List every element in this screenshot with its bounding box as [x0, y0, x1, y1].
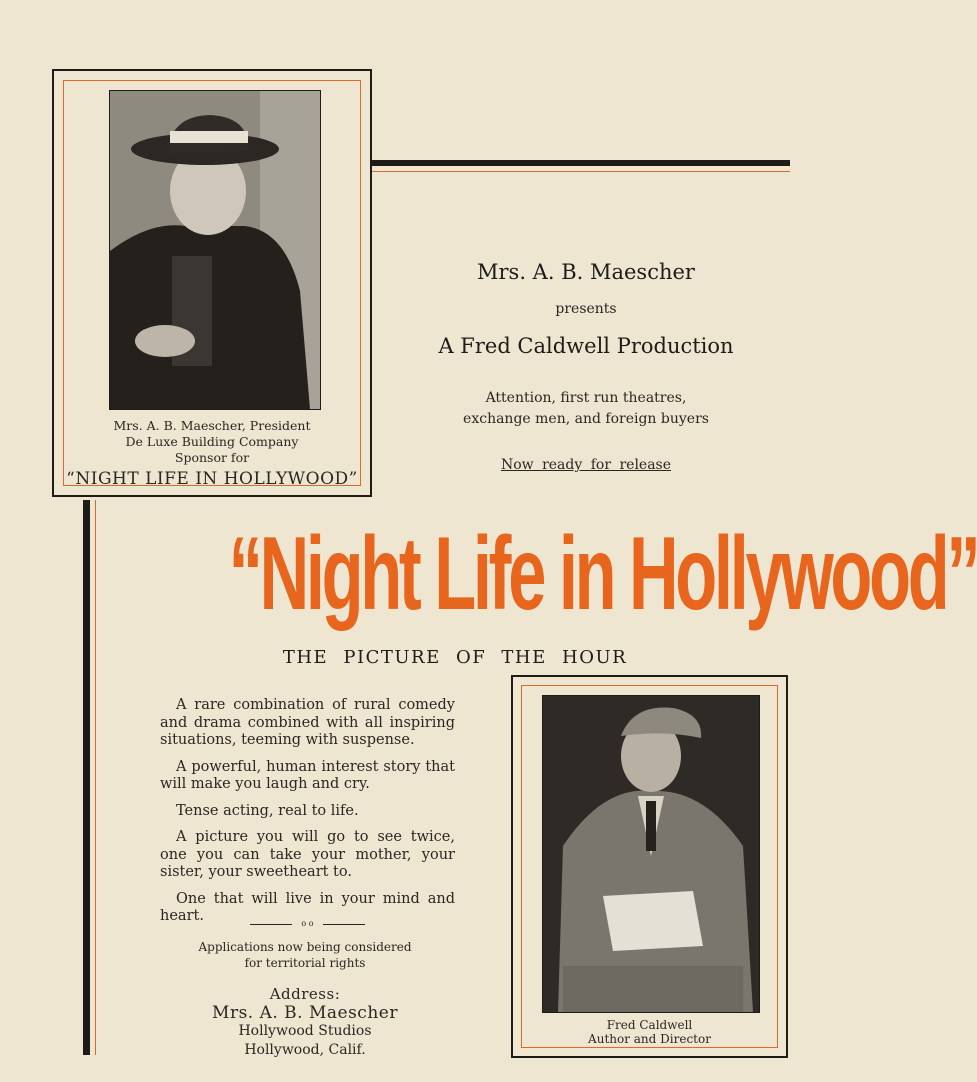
- production-credit: A Fred Caldwell Production: [438, 334, 734, 358]
- body-paragraph: A powerful, human interest story that will make you laugh and cry.: [160, 758, 455, 792]
- sponsor-caption-film-title: “NIGHT LIFE IN HOLLYWOOD”: [66, 469, 358, 489]
- body-paragraph: Tense acting, real to life.: [176, 802, 359, 819]
- body-paragraph: One that will live in your mind and heart.: [160, 890, 455, 924]
- applications-notice: [180, 939, 430, 971]
- address-line: Hollywood Studios: [238, 1023, 372, 1039]
- director-caption-line: Author and Director: [588, 1032, 711, 1046]
- presenter-name: Mrs. A. B. Maescher: [477, 260, 695, 284]
- address-label: Address:: [269, 985, 341, 1003]
- address-line: Hollywood, Calif.: [244, 1042, 366, 1058]
- sponsor-caption: [52, 418, 372, 490]
- vertical-accent-rule: [95, 500, 96, 1055]
- address-name: Mrs. A. B. Maescher: [212, 1003, 398, 1023]
- attention-line: exchange men, and foreign buyers: [463, 411, 709, 427]
- body-copy: [160, 697, 455, 935]
- sponsor-photo-art: [110, 91, 320, 409]
- divider-dots: o o: [301, 919, 314, 928]
- director-caption-line: Fred Caldwell: [606, 1018, 693, 1032]
- attention-notice: [372, 388, 800, 430]
- sponsor-caption-line: Sponsor for: [174, 450, 250, 465]
- sponsor-photo: [109, 90, 321, 410]
- director-photo-art: [543, 696, 759, 1012]
- release-notice: Now ready for release: [500, 457, 672, 473]
- sponsor-caption-line: Mrs. A. B. Maescher, President: [113, 418, 311, 433]
- body-paragraph: A rare combination of rural comedy and drama combined with all inspiring situations, teeming with suspense.: [160, 697, 455, 748]
- heavy-rule: [372, 160, 790, 166]
- accent-rule: [372, 171, 790, 172]
- subtitle: THE PICTURE OF THE HOUR: [282, 647, 628, 668]
- director-caption: [511, 1018, 788, 1046]
- body-paragraph: A picture you will go to see twice, one you can take your mother, your sister, your sweetheart to.: [160, 829, 455, 880]
- vertical-heavy-rule: [83, 500, 90, 1055]
- ornamental-divider: [250, 918, 365, 930]
- applications-line: Applications now being considered: [198, 940, 412, 954]
- applications-line: for territorial rights: [244, 956, 366, 970]
- attention-line: Attention, first run theatres,: [485, 390, 687, 406]
- presents-label: presents: [555, 301, 617, 317]
- movie-title: “Night Life in Hollywood”: [228, 516, 977, 632]
- director-photo: [542, 695, 760, 1013]
- divider-line-right: [323, 924, 365, 925]
- sponsor-caption-line: De Luxe Building Company: [125, 434, 299, 449]
